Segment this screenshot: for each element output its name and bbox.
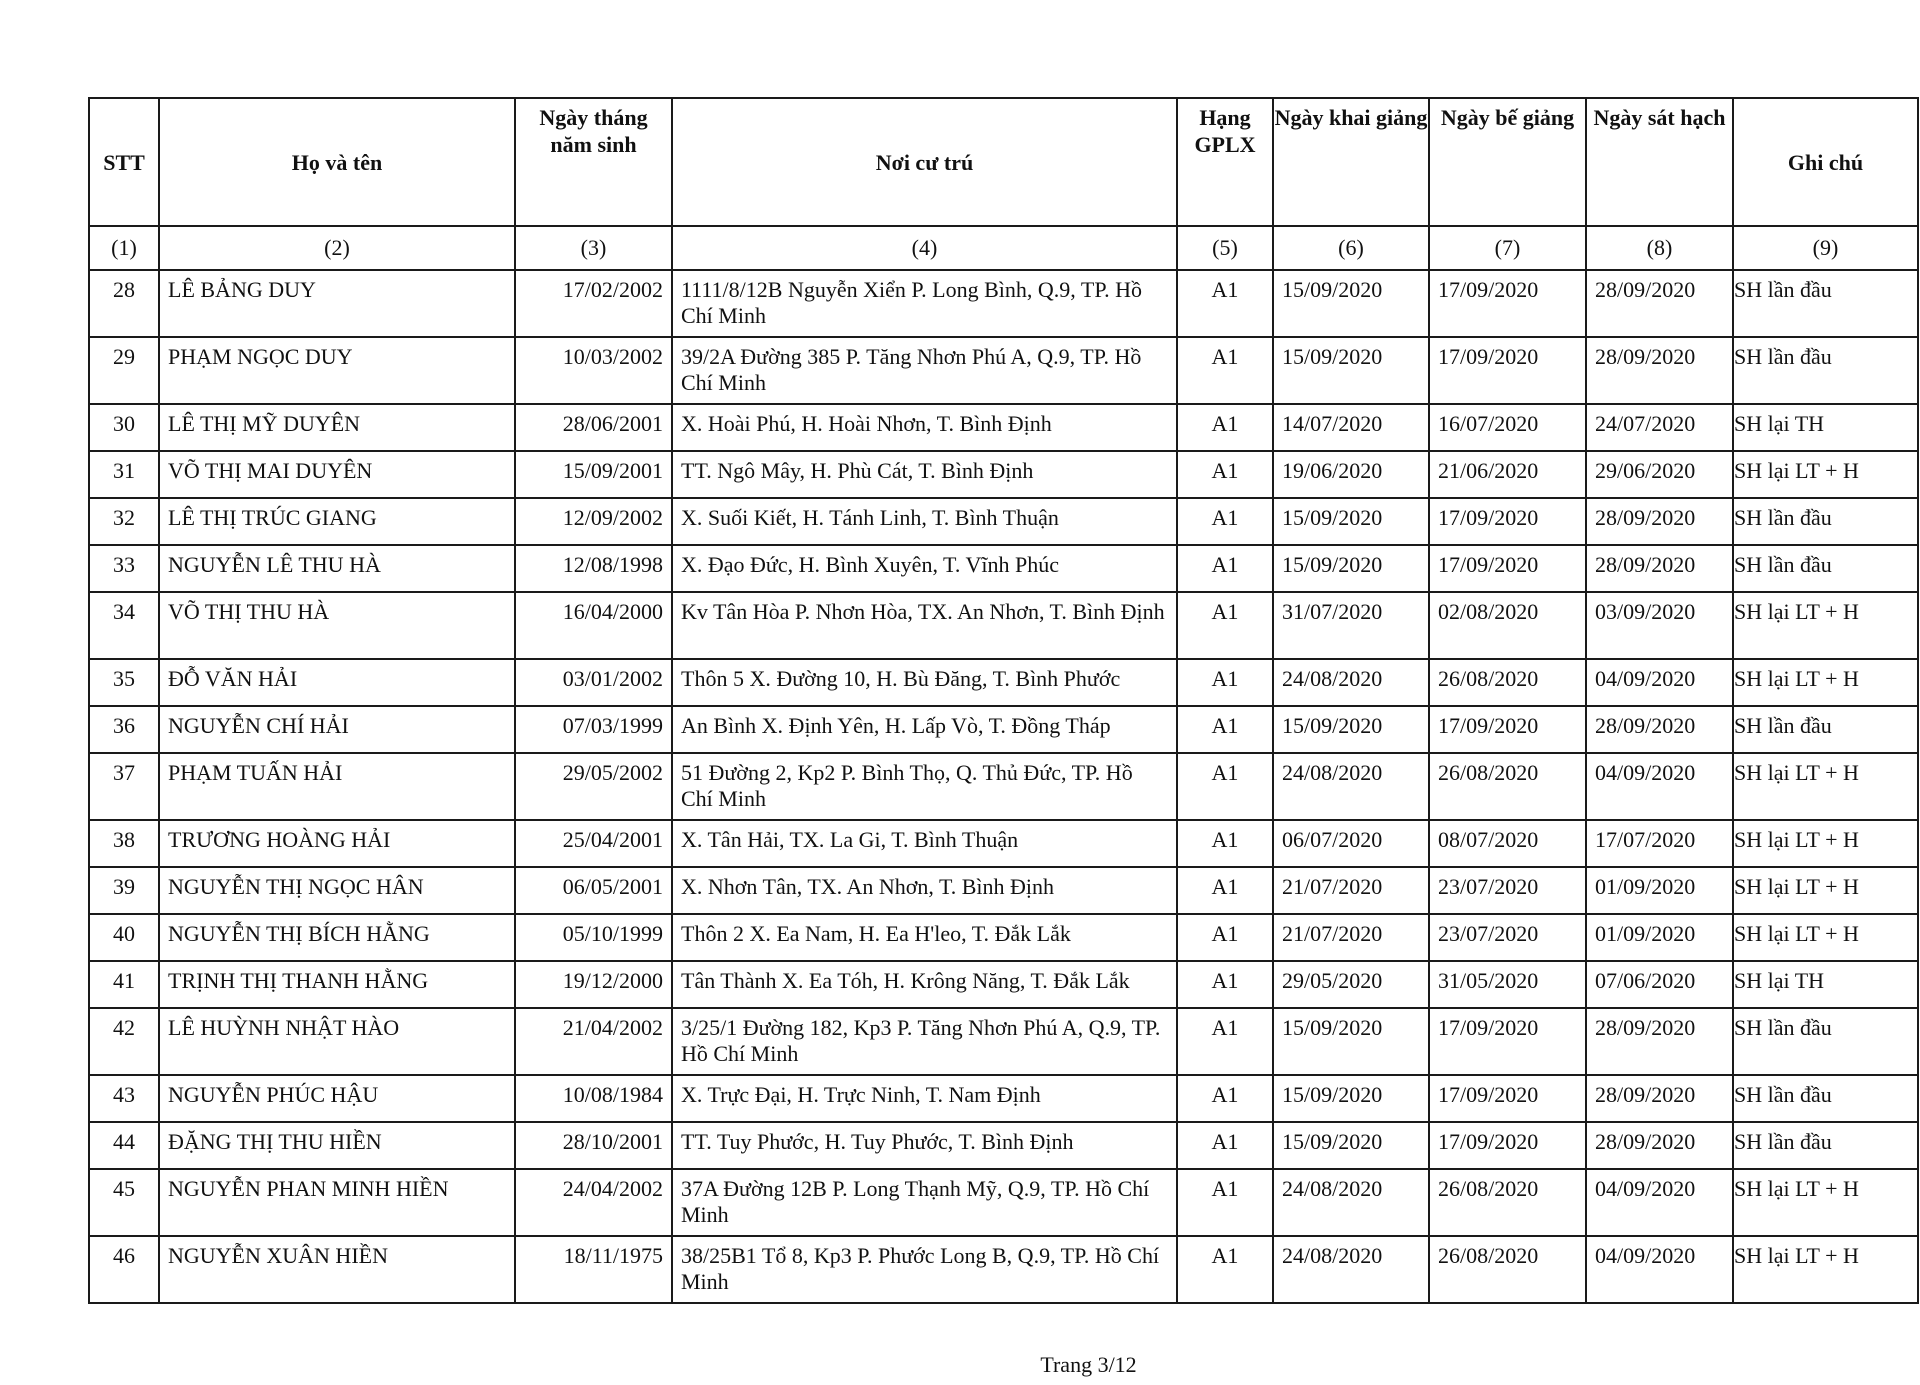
row-license-class: A1 [1177, 1169, 1273, 1236]
row-address: Kv Tân Hòa P. Nhơn Hòa, TX. An Nhơn, T. Bình Định [672, 592, 1177, 659]
row-opening-date: 24/08/2020 [1273, 753, 1429, 820]
row-stt: 31 [89, 451, 159, 498]
row-closing-date: 23/07/2020 [1429, 867, 1586, 914]
row-dob: 10/03/2002 [515, 337, 672, 404]
row-stt: 36 [89, 706, 159, 753]
row-note: SH lần đầu [1733, 337, 1918, 404]
row-stt: 33 [89, 545, 159, 592]
row-stt: 39 [89, 867, 159, 914]
row-opening-date: 15/09/2020 [1273, 1008, 1429, 1075]
row-exam-date: 01/09/2020 [1586, 914, 1733, 961]
row-exam-date: 01/09/2020 [1586, 867, 1733, 914]
row-name: PHẠM NGỌC DUY [159, 337, 515, 404]
row-exam-date: 04/09/2020 [1586, 1236, 1733, 1303]
roster-sheet [88, 97, 1917, 1304]
row-address: Tân Thành X. Ea Tóh, H. Krông Năng, T. Đắk Lắk [672, 961, 1177, 1008]
row-opening-date: 06/07/2020 [1273, 820, 1429, 867]
row-license-class: A1 [1177, 961, 1273, 1008]
column-number-row [89, 226, 1918, 270]
column-number: (2) [159, 226, 515, 270]
row-name: ĐỖ VĂN HẢI [159, 659, 515, 706]
row-note: SH lần đầu [1733, 1008, 1918, 1075]
row-opening-date: 24/08/2020 [1273, 659, 1429, 706]
row-dob: 10/08/1984 [515, 1075, 672, 1122]
table-row [89, 270, 1918, 337]
row-exam-date: 28/09/2020 [1586, 498, 1733, 545]
row-name: ĐẶNG THỊ THU HIỀN [159, 1122, 515, 1169]
row-closing-date: 17/09/2020 [1429, 337, 1586, 404]
header-exam-date: Ngày sát hạch [1586, 98, 1733, 226]
row-license-class: A1 [1177, 1122, 1273, 1169]
row-address: 51 Đường 2, Kp2 P. Bình Thọ, Q. Thủ Đức, TP. Hồ Chí Minh [672, 753, 1177, 820]
column-number: (1) [89, 226, 159, 270]
header-name: Họ và tên [159, 98, 515, 226]
row-stt: 45 [89, 1169, 159, 1236]
row-name: TRƯƠNG HOÀNG HẢI [159, 820, 515, 867]
row-opening-date: 31/07/2020 [1273, 592, 1429, 659]
row-license-class: A1 [1177, 498, 1273, 545]
row-note: SH lần đầu [1733, 545, 1918, 592]
column-number: (3) [515, 226, 672, 270]
row-closing-date: 16/07/2020 [1429, 404, 1586, 451]
table-row [89, 1236, 1918, 1303]
row-opening-date: 21/07/2020 [1273, 867, 1429, 914]
row-note: SH lại LT + H [1733, 753, 1918, 820]
row-license-class: A1 [1177, 451, 1273, 498]
row-closing-date: 31/05/2020 [1429, 961, 1586, 1008]
row-exam-date: 17/07/2020 [1586, 820, 1733, 867]
row-name: NGUYỄN LÊ THU HÀ [159, 545, 515, 592]
row-stt: 40 [89, 914, 159, 961]
row-note: SH lại LT + H [1733, 1236, 1918, 1303]
row-dob: 12/09/2002 [515, 498, 672, 545]
row-note: SH lần đầu [1733, 1075, 1918, 1122]
row-closing-date: 17/09/2020 [1429, 706, 1586, 753]
row-address: X. Đạo Đức, H. Bình Xuyên, T. Vĩnh Phúc [672, 545, 1177, 592]
table-body [89, 270, 1918, 1303]
row-opening-date: 29/05/2020 [1273, 961, 1429, 1008]
row-exam-date: 28/09/2020 [1586, 1075, 1733, 1122]
row-closing-date: 26/08/2020 [1429, 753, 1586, 820]
row-closing-date: 08/07/2020 [1429, 820, 1586, 867]
row-note: SH lại LT + H [1733, 914, 1918, 961]
row-stt: 37 [89, 753, 159, 820]
table-row [89, 820, 1918, 867]
row-note: SH lần đầu [1733, 498, 1918, 545]
row-license-class: A1 [1177, 914, 1273, 961]
row-opening-date: 15/09/2020 [1273, 545, 1429, 592]
row-address: TT. Tuy Phước, H. Tuy Phước, T. Bình Định [672, 1122, 1177, 1169]
table-row [89, 961, 1918, 1008]
row-closing-date: 23/07/2020 [1429, 914, 1586, 961]
row-note: SH lại LT + H [1733, 451, 1918, 498]
table-row [89, 1169, 1918, 1236]
row-license-class: A1 [1177, 1075, 1273, 1122]
row-license-class: A1 [1177, 404, 1273, 451]
row-closing-date: 26/08/2020 [1429, 1169, 1586, 1236]
row-address: X. Suối Kiết, H. Tánh Linh, T. Bình Thuận [672, 498, 1177, 545]
row-name: NGUYỄN XUÂN HIỀN [159, 1236, 515, 1303]
row-opening-date: 15/09/2020 [1273, 1122, 1429, 1169]
row-exam-date: 28/09/2020 [1586, 1008, 1733, 1075]
row-stt: 35 [89, 659, 159, 706]
row-exam-date: 28/09/2020 [1586, 270, 1733, 337]
row-closing-date: 02/08/2020 [1429, 592, 1586, 659]
row-address: X. Hoài Phú, H. Hoài Nhơn, T. Bình Định [672, 404, 1177, 451]
row-dob: 19/12/2000 [515, 961, 672, 1008]
row-closing-date: 17/09/2020 [1429, 270, 1586, 337]
row-address: An Bình X. Định Yên, H. Lấp Vò, T. Đồng Tháp [672, 706, 1177, 753]
row-name: NGUYỄN CHÍ HẢI [159, 706, 515, 753]
row-note: SH lại LT + H [1733, 1169, 1918, 1236]
row-stt: 32 [89, 498, 159, 545]
row-note: SH lần đầu [1733, 1122, 1918, 1169]
header-license-class: Hạng GPLX [1177, 98, 1273, 226]
row-stt: 28 [89, 270, 159, 337]
row-exam-date: 29/06/2020 [1586, 451, 1733, 498]
table-row [89, 592, 1918, 659]
row-dob: 28/10/2001 [515, 1122, 672, 1169]
row-address: 37A Đường 12B P. Long Thạnh Mỹ, Q.9, TP. Hồ Chí Minh [672, 1169, 1177, 1236]
row-stt: 29 [89, 337, 159, 404]
row-closing-date: 26/08/2020 [1429, 1236, 1586, 1303]
row-stt: 46 [89, 1236, 159, 1303]
row-opening-date: 15/09/2020 [1273, 337, 1429, 404]
row-license-class: A1 [1177, 337, 1273, 404]
row-exam-date: 04/09/2020 [1586, 659, 1733, 706]
row-stt: 44 [89, 1122, 159, 1169]
row-note: SH lại LT + H [1733, 867, 1918, 914]
row-exam-date: 28/09/2020 [1586, 1122, 1733, 1169]
row-name: VÕ THỊ THU HÀ [159, 592, 515, 659]
table-row [89, 1075, 1918, 1122]
row-closing-date: 17/09/2020 [1429, 1122, 1586, 1169]
header-address: Nơi cư trú [672, 98, 1177, 226]
row-address: 3/25/1 Đường 182, Kp3 P. Tăng Nhơn Phú A, Q.9, TP. Hồ Chí Minh [672, 1008, 1177, 1075]
row-address: 39/2A Đường 385 P. Tăng Nhơn Phú A, Q.9, TP. Hồ Chí Minh [672, 337, 1177, 404]
row-stt: 42 [89, 1008, 159, 1075]
row-dob: 03/01/2002 [515, 659, 672, 706]
table-row [89, 545, 1918, 592]
table-row [89, 1122, 1918, 1169]
row-note: SH lần đầu [1733, 706, 1918, 753]
row-dob: 12/08/1998 [515, 545, 672, 592]
row-exam-date: 07/06/2020 [1586, 961, 1733, 1008]
row-dob: 21/04/2002 [515, 1008, 672, 1075]
row-note: SH lại TH [1733, 404, 1918, 451]
column-number: (6) [1273, 226, 1429, 270]
row-name: LÊ THỊ TRÚC GIANG [159, 498, 515, 545]
table-row [89, 867, 1918, 914]
table-row [89, 659, 1918, 706]
row-exam-date: 28/09/2020 [1586, 337, 1733, 404]
row-note: SH lại TH [1733, 961, 1918, 1008]
row-exam-date: 28/09/2020 [1586, 706, 1733, 753]
row-name: LÊ HUỲNH NHẬT HÀO [159, 1008, 515, 1075]
row-dob: 16/04/2000 [515, 592, 672, 659]
row-stt: 30 [89, 404, 159, 451]
row-stt: 38 [89, 820, 159, 867]
row-exam-date: 04/09/2020 [1586, 753, 1733, 820]
row-closing-date: 21/06/2020 [1429, 451, 1586, 498]
column-number: (8) [1586, 226, 1733, 270]
row-address: X. Trực Đại, H. Trực Ninh, T. Nam Định [672, 1075, 1177, 1122]
row-dob: 25/04/2001 [515, 820, 672, 867]
header-closing-date: Ngày bế giảng [1429, 98, 1586, 226]
row-closing-date: 17/09/2020 [1429, 1008, 1586, 1075]
row-note: SH lại LT + H [1733, 592, 1918, 659]
header-stt: STT [89, 98, 159, 226]
table-row [89, 337, 1918, 404]
column-number: (9) [1733, 226, 1918, 270]
row-name: NGUYỄN PHAN MINH HIỀN [159, 1169, 515, 1236]
row-opening-date: 14/07/2020 [1273, 404, 1429, 451]
row-opening-date: 24/08/2020 [1273, 1236, 1429, 1303]
column-number: (4) [672, 226, 1177, 270]
table-row [89, 498, 1918, 545]
row-address: 1111/8/12B Nguyễn Xiển P. Long Bình, Q.9, TP. Hồ Chí Minh [672, 270, 1177, 337]
row-dob: 06/05/2001 [515, 867, 672, 914]
student-roster-table [88, 97, 1919, 1304]
row-closing-date: 26/08/2020 [1429, 659, 1586, 706]
row-stt: 43 [89, 1075, 159, 1122]
page-number: Trang 3/12 [1040, 1352, 1137, 1377]
row-license-class: A1 [1177, 1236, 1273, 1303]
row-name: LÊ THỊ MỸ DUYÊN [159, 404, 515, 451]
row-closing-date: 17/09/2020 [1429, 498, 1586, 545]
row-opening-date: 15/09/2020 [1273, 498, 1429, 545]
header-dob: Ngày tháng năm sinh [515, 98, 672, 226]
row-name: PHẠM TUẤN HẢI [159, 753, 515, 820]
header-row [89, 98, 1918, 226]
row-license-class: A1 [1177, 706, 1273, 753]
row-license-class: A1 [1177, 753, 1273, 820]
row-address: Thôn 2 X. Ea Nam, H. Ea H'leo, T. Đắk Lắk [672, 914, 1177, 961]
row-note: SH lại LT + H [1733, 820, 1918, 867]
row-dob: 28/06/2001 [515, 404, 672, 451]
row-license-class: A1 [1177, 270, 1273, 337]
header-note: Ghi chú [1733, 98, 1918, 226]
row-name: NGUYỄN THỊ NGỌC HÂN [159, 867, 515, 914]
row-exam-date: 04/09/2020 [1586, 1169, 1733, 1236]
row-exam-date: 28/09/2020 [1586, 545, 1733, 592]
row-opening-date: 15/09/2020 [1273, 706, 1429, 753]
row-exam-date: 03/09/2020 [1586, 592, 1733, 659]
table-row [89, 753, 1918, 820]
table-row [89, 404, 1918, 451]
row-name: NGUYỄN THỊ BÍCH HẰNG [159, 914, 515, 961]
row-license-class: A1 [1177, 659, 1273, 706]
row-license-class: A1 [1177, 545, 1273, 592]
row-opening-date: 15/09/2020 [1273, 270, 1429, 337]
row-license-class: A1 [1177, 1008, 1273, 1075]
row-license-class: A1 [1177, 867, 1273, 914]
table-row [89, 914, 1918, 961]
row-stt: 41 [89, 961, 159, 1008]
row-license-class: A1 [1177, 820, 1273, 867]
column-number: (5) [1177, 226, 1273, 270]
row-address: Thôn 5 X. Đường 10, H. Bù Đăng, T. Bình Phước [672, 659, 1177, 706]
row-name: LÊ BẢNG DUY [159, 270, 515, 337]
row-closing-date: 17/09/2020 [1429, 1075, 1586, 1122]
table-row [89, 451, 1918, 498]
row-address: X. Tân Hải, TX. La Gi, T. Bình Thuận [672, 820, 1177, 867]
row-dob: 24/04/2002 [515, 1169, 672, 1236]
row-dob: 18/11/1975 [515, 1236, 672, 1303]
row-closing-date: 17/09/2020 [1429, 545, 1586, 592]
row-dob: 17/02/2002 [515, 270, 672, 337]
row-opening-date: 24/08/2020 [1273, 1169, 1429, 1236]
row-dob: 07/03/1999 [515, 706, 672, 753]
header-opening-date: Ngày khai giảng [1273, 98, 1429, 226]
row-name: TRỊNH THỊ THANH HẰNG [159, 961, 515, 1008]
row-opening-date: 15/09/2020 [1273, 1075, 1429, 1122]
row-note: SH lần đầu [1733, 270, 1918, 337]
row-license-class: A1 [1177, 592, 1273, 659]
row-exam-date: 24/07/2020 [1586, 404, 1733, 451]
row-dob: 05/10/1999 [515, 914, 672, 961]
table-row [89, 706, 1918, 753]
column-number: (7) [1429, 226, 1586, 270]
row-dob: 29/05/2002 [515, 753, 672, 820]
row-note: SH lại LT + H [1733, 659, 1918, 706]
row-name: NGUYỄN PHÚC HẬU [159, 1075, 515, 1122]
row-opening-date: 21/07/2020 [1273, 914, 1429, 961]
table-row [89, 1008, 1918, 1075]
row-dob: 15/09/2001 [515, 451, 672, 498]
row-address: TT. Ngô Mây, H. Phù Cát, T. Bình Định [672, 451, 1177, 498]
row-address: X. Nhơn Tân, TX. An Nhơn, T. Bình Định [672, 867, 1177, 914]
row-name: VÕ THỊ MAI DUYÊN [159, 451, 515, 498]
row-opening-date: 19/06/2020 [1273, 451, 1429, 498]
row-stt: 34 [89, 592, 159, 659]
row-address: 38/25B1 Tổ 8, Kp3 P. Phước Long B, Q.9, TP. Hồ Chí Minh [672, 1236, 1177, 1303]
